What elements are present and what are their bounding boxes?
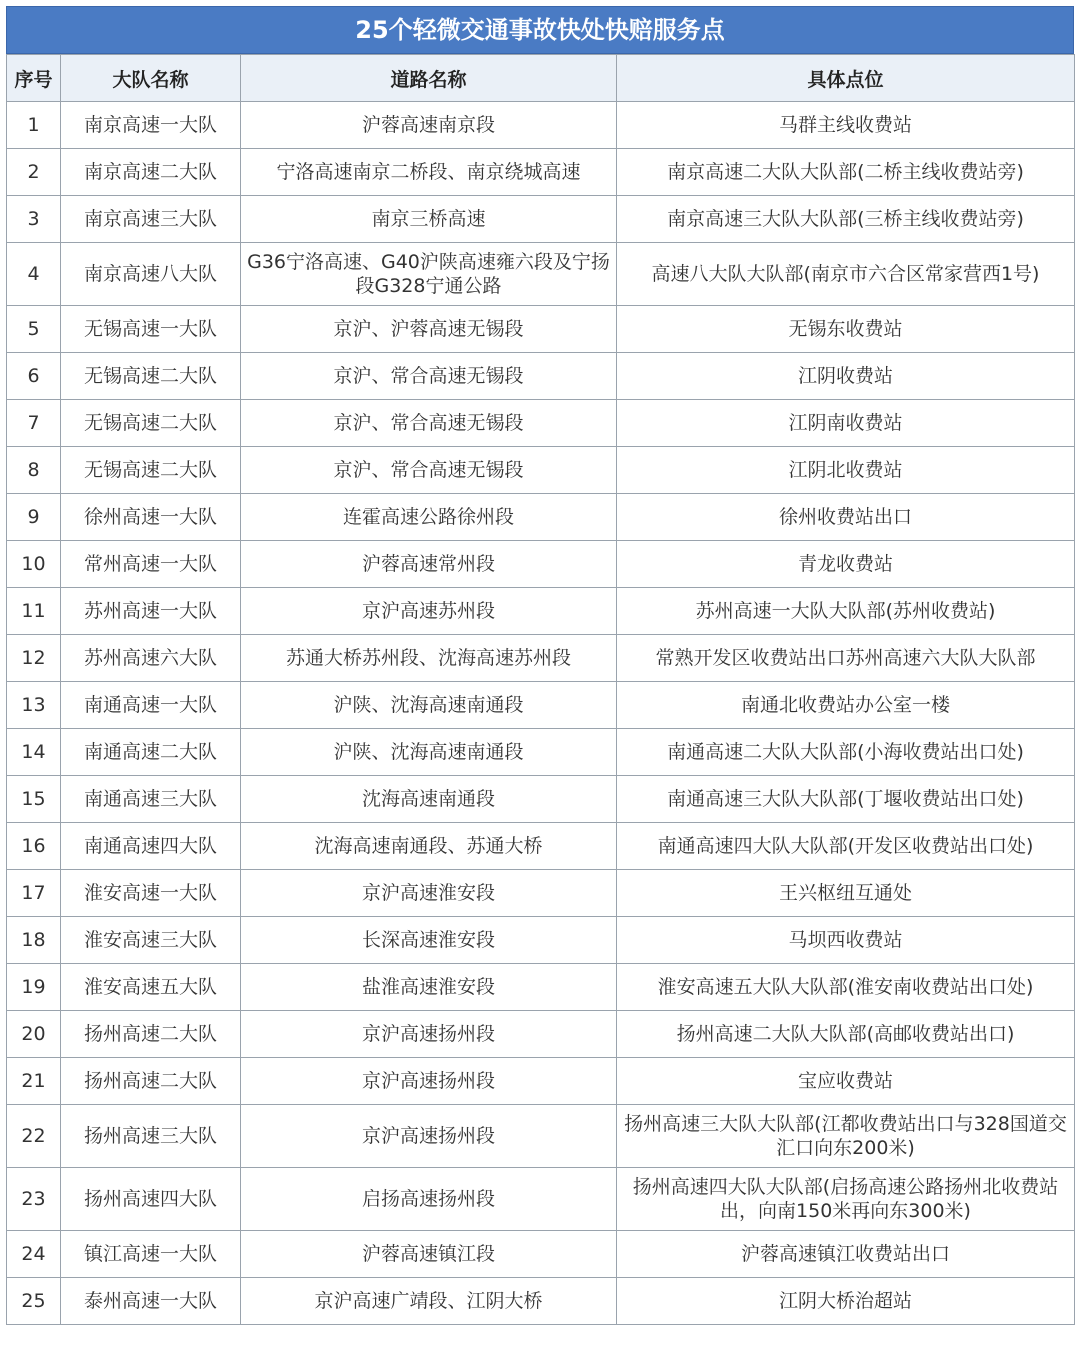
cell-index: 14 [7, 729, 61, 776]
header-row [7, 55, 1075, 102]
table-row [7, 149, 1075, 196]
cell-brigade: 南通高速三大队 [61, 776, 241, 823]
cell-road: 沪蓉高速常州段 [241, 541, 617, 588]
cell-brigade: 南京高速八大队 [61, 243, 241, 306]
cell-brigade: 泰州高速一大队 [61, 1278, 241, 1325]
cell-index: 23 [7, 1168, 61, 1231]
cell-location: 南通高速二大队大队部(小海收费站出口处) [617, 729, 1075, 776]
cell-location: 马坝西收费站 [617, 917, 1075, 964]
cell-brigade: 苏州高速六大队 [61, 635, 241, 682]
cell-index: 1 [7, 102, 61, 149]
service-points-table [6, 54, 1075, 1325]
cell-brigade: 徐州高速一大队 [61, 494, 241, 541]
cell-location: 无锡东收费站 [617, 306, 1075, 353]
cell-brigade: 淮安高速五大队 [61, 964, 241, 1011]
table-row [7, 635, 1075, 682]
cell-brigade: 淮安高速一大队 [61, 870, 241, 917]
header-road: 道路名称 [241, 55, 617, 102]
cell-brigade: 扬州高速三大队 [61, 1105, 241, 1168]
cell-index: 5 [7, 306, 61, 353]
cell-index: 15 [7, 776, 61, 823]
table-row [7, 400, 1075, 447]
cell-road: 沈海高速南通段 [241, 776, 617, 823]
table-row [7, 1058, 1075, 1105]
cell-brigade: 南京高速一大队 [61, 102, 241, 149]
cell-brigade: 苏州高速一大队 [61, 588, 241, 635]
table-row [7, 243, 1075, 306]
cell-road: 京沪高速淮安段 [241, 870, 617, 917]
table-row [7, 196, 1075, 243]
cell-location: 沪蓉高速镇江收费站出口 [617, 1231, 1075, 1278]
cell-road: 连霍高速公路徐州段 [241, 494, 617, 541]
cell-location: 江阴南收费站 [617, 400, 1075, 447]
cell-index: 9 [7, 494, 61, 541]
cell-location: 扬州高速四大队大队部(启扬高速公路扬州北收费站出，向南150米再向东300米) [617, 1168, 1075, 1231]
cell-road: 长深高速淮安段 [241, 917, 617, 964]
table-row [7, 447, 1075, 494]
header-location: 具体点位 [617, 55, 1075, 102]
cell-road: 京沪高速苏州段 [241, 588, 617, 635]
cell-brigade: 南通高速一大队 [61, 682, 241, 729]
table-title: 25个轻微交通事故快处快赔服务点 [6, 6, 1074, 54]
cell-road: 沪陕、沈海高速南通段 [241, 682, 617, 729]
cell-location: 南通北收费站办公室一楼 [617, 682, 1075, 729]
cell-location: 扬州高速二大队大队部(高邮收费站出口) [617, 1011, 1075, 1058]
cell-road: 京沪高速广靖段、江阴大桥 [241, 1278, 617, 1325]
cell-index: 7 [7, 400, 61, 447]
cell-index: 3 [7, 196, 61, 243]
cell-brigade: 无锡高速二大队 [61, 400, 241, 447]
cell-index: 17 [7, 870, 61, 917]
cell-index: 19 [7, 964, 61, 1011]
cell-road: 宁洛高速南京二桥段、南京绕城高速 [241, 149, 617, 196]
cell-road: 苏通大桥苏州段、沈海高速苏州段 [241, 635, 617, 682]
table-row [7, 588, 1075, 635]
cell-location: 江阴大桥治超站 [617, 1278, 1075, 1325]
table-row [7, 917, 1075, 964]
cell-location: 南通高速四大队大队部(开发区收费站出口处) [617, 823, 1075, 870]
table-row [7, 353, 1075, 400]
cell-location: 宝应收费站 [617, 1058, 1075, 1105]
cell-road: 沈海高速南通段、苏通大桥 [241, 823, 617, 870]
cell-index: 11 [7, 588, 61, 635]
table-row [7, 1231, 1075, 1278]
table-row [7, 870, 1075, 917]
cell-index: 24 [7, 1231, 61, 1278]
cell-road: 沪蓉高速南京段 [241, 102, 617, 149]
cell-road: 京沪、常合高速无锡段 [241, 353, 617, 400]
cell-index: 12 [7, 635, 61, 682]
cell-brigade: 常州高速一大队 [61, 541, 241, 588]
table-row [7, 306, 1075, 353]
cell-index: 20 [7, 1011, 61, 1058]
cell-index: 10 [7, 541, 61, 588]
cell-location: 苏州高速一大队大队部(苏州收费站) [617, 588, 1075, 635]
cell-index: 4 [7, 243, 61, 306]
cell-road: 京沪高速扬州段 [241, 1058, 617, 1105]
cell-brigade: 南通高速四大队 [61, 823, 241, 870]
cell-brigade: 扬州高速四大队 [61, 1168, 241, 1231]
cell-index: 6 [7, 353, 61, 400]
cell-brigade: 镇江高速一大队 [61, 1231, 241, 1278]
cell-brigade: 南京高速二大队 [61, 149, 241, 196]
table-row [7, 823, 1075, 870]
cell-road: G36宁洛高速、G40沪陕高速雍六段及宁扬段G328宁通公路 [241, 243, 617, 306]
cell-road: 京沪、常合高速无锡段 [241, 400, 617, 447]
table-row [7, 964, 1075, 1011]
header-index: 序号 [7, 55, 61, 102]
cell-index: 2 [7, 149, 61, 196]
cell-location: 青龙收费站 [617, 541, 1075, 588]
cell-brigade: 淮安高速三大队 [61, 917, 241, 964]
cell-brigade: 扬州高速二大队 [61, 1011, 241, 1058]
cell-index: 16 [7, 823, 61, 870]
cell-location: 扬州高速三大队大队部(江都收费站出口与328国道交汇口向东200米) [617, 1105, 1075, 1168]
table-body [7, 102, 1075, 1325]
cell-road: 京沪高速扬州段 [241, 1105, 617, 1168]
cell-location: 南京高速二大队大队部(二桥主线收费站旁) [617, 149, 1075, 196]
cell-road: 京沪、沪蓉高速无锡段 [241, 306, 617, 353]
cell-location: 南京高速三大队大队部(三桥主线收费站旁) [617, 196, 1075, 243]
cell-location: 常熟开发区收费站出口苏州高速六大队大队部 [617, 635, 1075, 682]
table-row [7, 1011, 1075, 1058]
cell-index: 13 [7, 682, 61, 729]
cell-brigade: 扬州高速二大队 [61, 1058, 241, 1105]
cell-brigade: 南京高速三大队 [61, 196, 241, 243]
table-row [7, 1168, 1075, 1231]
service-points-table-container [6, 6, 1074, 1325]
cell-location: 徐州收费站出口 [617, 494, 1075, 541]
cell-location: 高速八大队大队部(南京市六合区常家营西1号) [617, 243, 1075, 306]
cell-index: 25 [7, 1278, 61, 1325]
cell-road: 沪陕、沈海高速南通段 [241, 729, 617, 776]
table-row [7, 682, 1075, 729]
cell-brigade: 无锡高速一大队 [61, 306, 241, 353]
cell-road: 京沪、常合高速无锡段 [241, 447, 617, 494]
table-row [7, 102, 1075, 149]
table-row [7, 494, 1075, 541]
cell-index: 22 [7, 1105, 61, 1168]
cell-brigade: 无锡高速二大队 [61, 447, 241, 494]
cell-brigade: 南通高速二大队 [61, 729, 241, 776]
table-row [7, 1278, 1075, 1325]
cell-brigade: 无锡高速二大队 [61, 353, 241, 400]
cell-location: 王兴枢纽互通处 [617, 870, 1075, 917]
cell-location: 淮安高速五大队大队部(淮安南收费站出口处) [617, 964, 1075, 1011]
cell-index: 21 [7, 1058, 61, 1105]
cell-location: 马群主线收费站 [617, 102, 1075, 149]
table-row [7, 729, 1075, 776]
cell-location: 南通高速三大队大队部(丁堰收费站出口处) [617, 776, 1075, 823]
cell-road: 京沪高速扬州段 [241, 1011, 617, 1058]
cell-road: 沪蓉高速镇江段 [241, 1231, 617, 1278]
table-row [7, 776, 1075, 823]
cell-index: 18 [7, 917, 61, 964]
cell-location: 江阴收费站 [617, 353, 1075, 400]
cell-road: 南京三桥高速 [241, 196, 617, 243]
cell-road: 启扬高速扬州段 [241, 1168, 617, 1231]
cell-index: 8 [7, 447, 61, 494]
cell-location: 江阴北收费站 [617, 447, 1075, 494]
table-row [7, 541, 1075, 588]
header-brigade: 大队名称 [61, 55, 241, 102]
table-row [7, 1105, 1075, 1168]
cell-road: 盐淮高速淮安段 [241, 964, 617, 1011]
